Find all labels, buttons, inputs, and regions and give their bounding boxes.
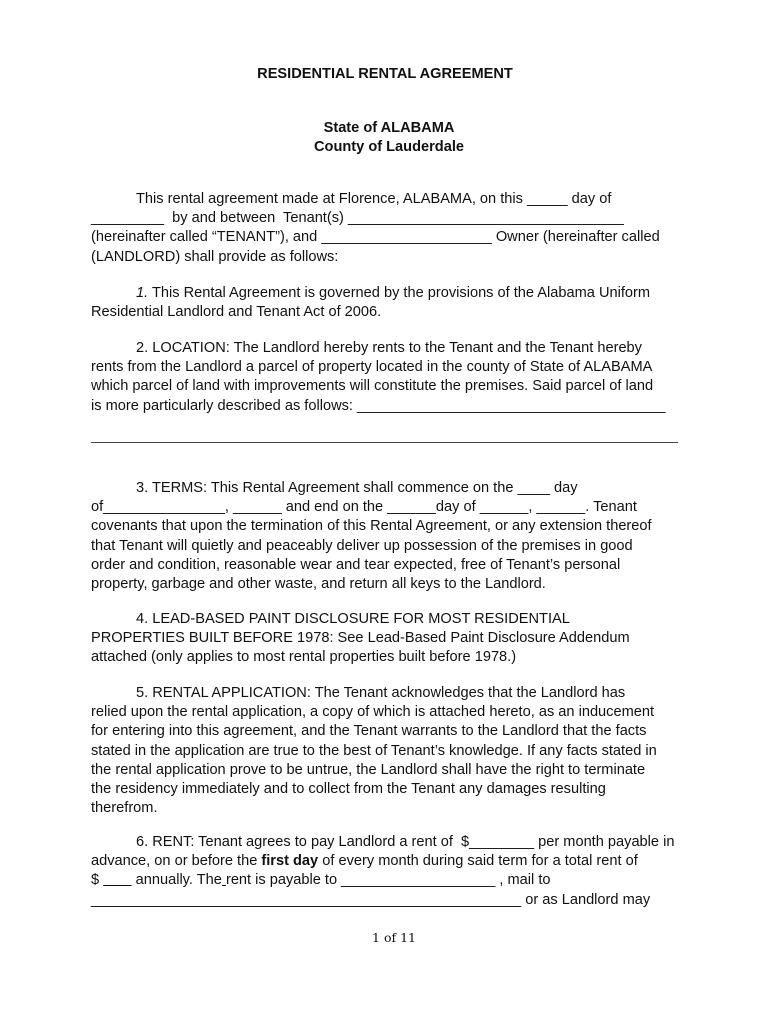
intro-paragraph	[91, 190, 701, 267]
section-3-line: of_______________, ______ and end on the ______day of ______, ______. Tenant	[91, 499, 637, 516]
annual-rent-blank	[103, 872, 131, 888]
section-6-line: _____________________________________________________ or as Landlord may	[91, 891, 651, 908]
section-1-line: Residential Landlord and Tenant Act of 2006.	[91, 304, 382, 321]
section-2-line: is more particularly described as follows: ______________________________________	[91, 397, 666, 414]
section-5-line: stated in the application are true to the best of Tenant’s knowledge. If any facts stated in	[91, 742, 657, 759]
document-title: RESIDENTIAL RENTAL AGREEMENT	[257, 66, 513, 82]
section-2-line: which parcel of land with improvements will constitute the premises. Said parcel of land	[91, 378, 654, 395]
section-6-text: advance, on or before the	[91, 853, 262, 870]
section-3-terms	[91, 479, 701, 594]
section-3-line: 3. TERMS: This Rental Agreement shall commence on the ____ day	[136, 480, 578, 496]
section-3-line: property, garbage and other waste, and return all keys to the Landlord.	[91, 576, 546, 593]
section-6-line	[91, 871, 701, 890]
section-5-line: the residency immediately and to collect from the Tenant any damages resulting	[91, 781, 606, 798]
section-5-rental-application	[91, 684, 701, 818]
section-5-line: relied upon the rental application, a copy of which is attached hereto, as an inducement	[91, 704, 655, 721]
section-6-line: 6. RENT: Tenant agrees to pay Landlord a rent of $________ per month payable in	[136, 834, 675, 850]
section-1-governing-law	[91, 284, 701, 322]
section-1-line	[91, 284, 701, 303]
intro-line: (LANDLORD) shall provide as follows:	[91, 248, 339, 265]
section-1-text: This Rental Agreement is governed by the provisions of the Alabama Uniform	[148, 285, 651, 301]
section-6-text: rent is payable to ___________________ , mail to	[225, 872, 551, 889]
section-6-line	[91, 852, 701, 871]
first-day-emphasis: first day	[261, 853, 319, 870]
section-5-line: therefrom.	[91, 800, 158, 817]
section-6-text: annually. The	[131, 872, 222, 889]
intro-line: _________ by and between Tenant(s) __________________________________	[91, 210, 624, 227]
section-2-line: rents from the Landlord a parcel of property located in the county of State of ALABAMA	[91, 359, 653, 376]
section-3-line: that Tenant will quietly and peaceably deliver up possession of the premises in good	[91, 537, 633, 554]
state-heading: State of ALABAMA	[323, 120, 455, 136]
section-2-line: 2. LOCATION: The Landlord hereby rents to the Tenant and the Tenant hereby	[136, 340, 642, 356]
section-6-rent	[91, 833, 701, 910]
section-4-line: attached (only applies to most rental properties built before 1978.)	[91, 649, 517, 666]
section-6-text: $	[91, 872, 104, 889]
section-5-line: the rental application prove to be untrue, the Landlord shall have the right to terminate	[91, 761, 646, 778]
section-4-line: PROPERTIES BUILT BEFORE 1978: See Lead-Based Paint Disclosure Addendum	[91, 630, 630, 647]
section-4-line: 4. LEAD-BASED PAINT DISCLOSURE FOR MOST RESIDENTIAL	[136, 611, 570, 627]
county-heading: County of Lauderdale	[314, 139, 464, 155]
section-5-line: 5. RENTAL APPLICATION: The Tenant acknowledges that the Landlord has	[136, 685, 626, 701]
section-3-line: order and condition, reasonable wear and tear expected, free of Tenant’s personal	[91, 556, 621, 573]
intro-line: This rental agreement made at Florence, ALABAMA, on this _____ day of	[136, 191, 612, 207]
section-4-lead-paint	[91, 610, 701, 668]
section-5-line: for entering into this agreement, and the Tenant warrants to the Landlord that the facts	[91, 723, 647, 740]
intro-line: (hereinafter called “TENANT”), and _____________________ Owner (hereinafter called	[91, 229, 660, 246]
description-blank-line	[91, 442, 678, 443]
section-3-line: covenants that upon the termination of this Rental Agreement, or any extension thereof	[91, 518, 652, 535]
section-2-location	[91, 339, 701, 416]
page-number: 1 of 11	[372, 930, 416, 945]
section-1-number: 1.	[136, 285, 149, 301]
section-6-text: of every month during said term for a total rent of	[318, 853, 638, 870]
